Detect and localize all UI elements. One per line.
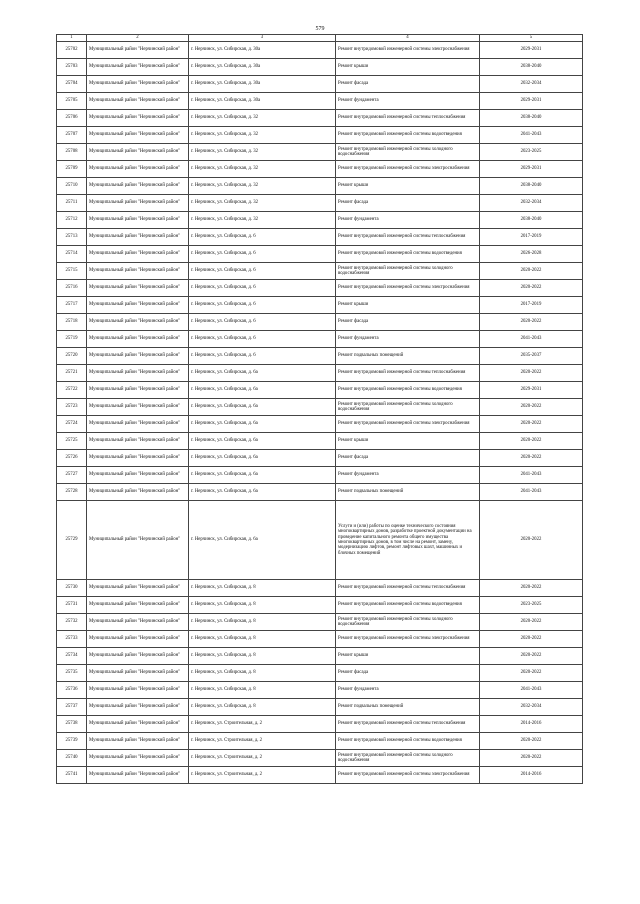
municipality-cell: Муниципальный район "Нерчинский район": [87, 631, 189, 648]
table-row: [57, 501, 583, 580]
table-row: [57, 178, 583, 195]
period-cell: 2020-2022: [480, 580, 583, 597]
row-number-cell: 25711: [57, 195, 87, 212]
address-cell: г. Нерчинск, ул. Сибирская, д. 6: [189, 348, 336, 365]
address-cell: г. Нерчинск, ул. Сибирская, д. 6: [189, 314, 336, 331]
municipality-cell: Муниципальный район "Нерчинский район": [87, 331, 189, 348]
work-type-cell: Ремонт внутридомовой инженерной системы водоотведения: [336, 597, 480, 614]
row-number-cell: 25737: [57, 699, 87, 716]
work-type-cell: Ремонт крыши: [336, 648, 480, 665]
municipality-cell: Муниципальный район "Нерчинский район": [87, 682, 189, 699]
period-cell: 2035-2037: [480, 348, 583, 365]
municipality-cell: Муниципальный район "Нерчинский район": [87, 767, 189, 784]
work-type-cell: Ремонт фундамента: [336, 212, 480, 229]
address-cell: г. Нерчинск, ул. Сибирская, д. 32: [189, 178, 336, 195]
table-row: [57, 382, 583, 399]
address-cell: г. Нерчинск, ул. Сибирская, д. 8: [189, 682, 336, 699]
municipality-cell: Муниципальный район "Нерчинский район": [87, 246, 189, 263]
row-number-cell: 25727: [57, 467, 87, 484]
address-cell: г. Нерчинск, ул. Сибирская, д. 6а: [189, 450, 336, 467]
column-header: 3: [189, 35, 336, 42]
work-type-cell: Ремонт внутридомовой инженерной системы теплоснабжения: [336, 716, 480, 733]
period-cell: 2029-2031: [480, 93, 583, 110]
period-cell: 2020-2022: [480, 365, 583, 382]
table-row: [57, 297, 583, 314]
period-cell: 2014-2016: [480, 716, 583, 733]
municipality-cell: Муниципальный район "Нерчинский район": [87, 161, 189, 178]
row-number-cell: 25712: [57, 212, 87, 229]
municipality-cell: Муниципальный район "Нерчинский район": [87, 467, 189, 484]
page-number: 579: [315, 26, 325, 32]
row-number-cell: 25721: [57, 365, 87, 382]
period-cell: 2020-2022: [480, 648, 583, 665]
municipality-cell: Муниципальный район "Нерчинский район": [87, 501, 189, 580]
address-cell: г. Нерчинск, ул. Сибирская, д. 32: [189, 161, 336, 178]
address-cell: г. Нерчинск, ул. Сибирская, д. 30а: [189, 93, 336, 110]
municipality-cell: Муниципальный район "Нерчинский район": [87, 399, 189, 416]
row-number-cell: 25728: [57, 484, 87, 501]
address-cell: г. Нерчинск, ул. Сибирская, д. 6а: [189, 467, 336, 484]
row-number-cell: 25741: [57, 767, 87, 784]
row-number-cell: 25735: [57, 665, 87, 682]
table-row: [57, 331, 583, 348]
address-cell: г. Нерчинск, ул. Сибирская, д. 8: [189, 699, 336, 716]
work-type-cell: Ремонт внутридомовой инженерной системы теплоснабжения: [336, 580, 480, 597]
period-cell: 2032-2034: [480, 195, 583, 212]
work-type-cell: Ремонт фундамента: [336, 467, 480, 484]
period-cell: 2017-2019: [480, 229, 583, 246]
address-cell: г. Нерчинск, ул. Сибирская, д. 6а: [189, 399, 336, 416]
address-cell: г. Нерчинск, ул. Сибирская, д. 6: [189, 297, 336, 314]
address-cell: г. Нерчинск, ул. Сибирская, д. 32: [189, 127, 336, 144]
row-number-cell: 25740: [57, 750, 87, 767]
period-cell: 2014-2016: [480, 767, 583, 784]
address-cell: г. Нерчинск, ул. Сибирская, д. 6: [189, 246, 336, 263]
table-row: [57, 229, 583, 246]
work-type-cell: Ремонт крыши: [336, 178, 480, 195]
address-cell: г. Нерчинск, ул. Сибирская, д. 32: [189, 195, 336, 212]
work-type-cell: Ремонт внутридомовой инженерной системы теплоснабжения: [336, 229, 480, 246]
work-type-cell: Ремонт внутридомовой инженерной системы водоотведения: [336, 733, 480, 750]
row-number-cell: 25723: [57, 399, 87, 416]
work-type-cell: Ремонт крыши: [336, 433, 480, 450]
address-cell: г. Нерчинск, ул. Сибирская, д. 30а: [189, 76, 336, 93]
address-cell: г. Нерчинск, ул. Сибирская, д. 8: [189, 614, 336, 631]
row-number-cell: 25739: [57, 733, 87, 750]
column-header: 5: [480, 35, 583, 42]
municipality-cell: Муниципальный район "Нерчинский район": [87, 433, 189, 450]
row-number-cell: 25720: [57, 348, 87, 365]
table-row: [57, 161, 583, 178]
municipality-cell: Муниципальный район "Нерчинский район": [87, 348, 189, 365]
period-cell: 2020-2022: [480, 631, 583, 648]
period-cell: 2020-2022: [480, 750, 583, 767]
address-cell: г. Нерчинск, ул. Сибирская, д. 6а: [189, 484, 336, 501]
work-type-cell: Ремонт внутридомовой инженерной системы электроснабжения: [336, 631, 480, 648]
period-cell: 2020-2022: [480, 263, 583, 280]
work-type-cell: Ремонт фасада: [336, 314, 480, 331]
period-cell: 2041-2043: [480, 331, 583, 348]
table-row: [57, 716, 583, 733]
municipality-cell: Муниципальный район "Нерчинский район": [87, 484, 189, 501]
column-header: 1: [57, 35, 87, 42]
row-number-cell: 25724: [57, 416, 87, 433]
work-type-cell: Ремонт внутридомовой инженерной системы водоотведения: [336, 127, 480, 144]
table-row: [57, 263, 583, 280]
row-number-cell: 25731: [57, 597, 87, 614]
municipality-cell: Муниципальный район "Нерчинский район": [87, 597, 189, 614]
table-row: [57, 42, 583, 59]
table-row: [57, 246, 583, 263]
period-cell: 2041-2043: [480, 467, 583, 484]
table-row: [57, 750, 583, 767]
period-cell: 2020-2022: [480, 614, 583, 631]
period-cell: 2029-2031: [480, 161, 583, 178]
address-cell: г. Нерчинск, ул. Сибирская, д. 6а: [189, 382, 336, 399]
address-cell: г. Нерчинск, ул. Сибирская, д. 6: [189, 229, 336, 246]
municipality-cell: Муниципальный район "Нерчинский район": [87, 580, 189, 597]
column-header-row: [57, 35, 583, 42]
table-row: [57, 648, 583, 665]
work-type-cell: Ремонт внутридомовой инженерной системы электроснабжения: [336, 42, 480, 59]
address-cell: г. Нерчинск, ул. Сибирская, д. 32: [189, 110, 336, 127]
address-cell: г. Нерчинск, ул. Сибирская, д. 6: [189, 280, 336, 297]
work-type-cell: Ремонт фасада: [336, 195, 480, 212]
row-number-cell: 25714: [57, 246, 87, 263]
period-cell: 2038-2040: [480, 59, 583, 76]
work-type-cell: Ремонт внутридомовой инженерной системы электроснабжения: [336, 280, 480, 297]
municipality-cell: Муниципальный район "Нерчинский район": [87, 144, 189, 161]
table-row: [57, 484, 583, 501]
row-number-cell: 25734: [57, 648, 87, 665]
work-type-cell: Ремонт подвальных помещений: [336, 484, 480, 501]
address-cell: г. Нерчинск, ул. Сибирская, д. 30а: [189, 42, 336, 59]
address-cell: г. Нерчинск, ул. Сибирская, д. 8: [189, 580, 336, 597]
row-number-cell: 25706: [57, 110, 87, 127]
period-cell: 2020-2022: [480, 450, 583, 467]
work-type-cell: Ремонт внутридомовой инженерной системы водоотведения: [336, 246, 480, 263]
table-row: [57, 597, 583, 614]
work-type-cell: Ремонт внутридомовой инженерной системы водоотведения: [336, 382, 480, 399]
municipality-cell: Муниципальный район "Нерчинский район": [87, 297, 189, 314]
address-cell: г. Нерчинск, ул. Сибирская, д. 6а: [189, 433, 336, 450]
work-type-cell: Ремонт внутридомовой инженерной системы холодного водоснабжения: [336, 614, 480, 631]
period-cell: 2041-2043: [480, 484, 583, 501]
address-cell: г. Нерчинск, ул. Строительная, д. 2: [189, 750, 336, 767]
municipality-cell: Муниципальный район "Нерчинский район": [87, 195, 189, 212]
work-type-cell: Ремонт подвальных помещений: [336, 348, 480, 365]
work-type-cell: Ремонт внутридомовой инженерной системы электроснабжения: [336, 416, 480, 433]
row-number-cell: 25708: [57, 144, 87, 161]
municipality-cell: Муниципальный район "Нерчинский район": [87, 648, 189, 665]
address-cell: г. Нерчинск, ул. Сибирская, д. 30а: [189, 59, 336, 76]
table-row: [57, 399, 583, 416]
period-cell: 2020-2022: [480, 733, 583, 750]
row-number-cell: 25707: [57, 127, 87, 144]
period-cell: 2038-2040: [480, 212, 583, 229]
table-row: [57, 59, 583, 76]
row-number-cell: 25722: [57, 382, 87, 399]
address-cell: г. Нерчинск, ул. Строительная, д. 2: [189, 733, 336, 750]
table-row: [57, 580, 583, 597]
work-type-cell: Ремонт внутридомовой инженерной системы теплоснабжения: [336, 110, 480, 127]
municipality-cell: Муниципальный район "Нерчинский район": [87, 229, 189, 246]
period-cell: 2023-2025: [480, 144, 583, 161]
work-type-cell: Ремонт подвальных помещений: [336, 699, 480, 716]
period-cell: 2032-2034: [480, 76, 583, 93]
work-type-cell: Ремонт фундамента: [336, 93, 480, 110]
table-row: [57, 76, 583, 93]
period-cell: 2017-2019: [480, 297, 583, 314]
period-cell: 2020-2022: [480, 501, 583, 580]
period-cell: 2020-2022: [480, 314, 583, 331]
column-header: 4: [336, 35, 480, 42]
work-type-cell: Ремонт внутридомовой инженерной системы теплоснабжения: [336, 365, 480, 382]
municipality-cell: Муниципальный район "Нерчинский район": [87, 178, 189, 195]
period-cell: 2020-2022: [480, 399, 583, 416]
row-number-cell: 25718: [57, 314, 87, 331]
address-cell: г. Нерчинск, ул. Сибирская, д. 8: [189, 665, 336, 682]
period-cell: 2020-2022: [480, 433, 583, 450]
table-row: [57, 631, 583, 648]
address-cell: г. Нерчинск, ул. Сибирская, д. 32: [189, 144, 336, 161]
row-number-cell: 25736: [57, 682, 87, 699]
table-row: [57, 665, 583, 682]
table-row: [57, 733, 583, 750]
municipality-cell: Муниципальный район "Нерчинский район": [87, 750, 189, 767]
period-cell: 2020-2022: [480, 280, 583, 297]
work-type-cell: Ремонт крыши: [336, 59, 480, 76]
period-cell: 2029-2031: [480, 42, 583, 59]
table-row: [57, 433, 583, 450]
municipality-cell: Муниципальный район "Нерчинский район": [87, 699, 189, 716]
table-row: [57, 127, 583, 144]
address-cell: г. Нерчинск, ул. Сибирская, д. 32: [189, 212, 336, 229]
period-cell: 2038-2040: [480, 110, 583, 127]
work-type-cell: Ремонт внутридомовой инженерной системы холодного водоснабжения: [336, 399, 480, 416]
municipality-cell: Муниципальный район "Нерчинский район": [87, 280, 189, 297]
table-body: [57, 42, 583, 784]
table-row: [57, 212, 583, 229]
table-row: [57, 365, 583, 382]
municipality-cell: Муниципальный район "Нерчинский район": [87, 382, 189, 399]
row-number-cell: 25703: [57, 59, 87, 76]
municipality-cell: Муниципальный район "Нерчинский район": [87, 314, 189, 331]
row-number-cell: 25726: [57, 450, 87, 467]
work-type-cell: Ремонт фундамента: [336, 682, 480, 699]
address-cell: г. Нерчинск, ул. Сибирская, д. 8: [189, 648, 336, 665]
column-header: 2: [87, 35, 189, 42]
municipality-cell: Муниципальный район "Нерчинский район": [87, 212, 189, 229]
address-cell: г. Нерчинск, ул. Сибирская, д. 6: [189, 263, 336, 280]
municipality-cell: Муниципальный район "Нерчинский район": [87, 76, 189, 93]
work-type-cell: Ремонт крыши: [336, 297, 480, 314]
address-cell: г. Нерчинск, ул. Сибирская, д. 6а: [189, 501, 336, 580]
table-row: [57, 314, 583, 331]
table-row: [57, 416, 583, 433]
work-type-cell: Ремонт внутридомовой инженерной системы холодного водоснабжения: [336, 144, 480, 161]
period-cell: 2032-2034: [480, 699, 583, 716]
table-row: [57, 93, 583, 110]
municipality-cell: Муниципальный район "Нерчинский район": [87, 93, 189, 110]
municipality-cell: Муниципальный район "Нерчинский район": [87, 450, 189, 467]
table-row: [57, 682, 583, 699]
address-cell: г. Нерчинск, ул. Строительная, д. 2: [189, 716, 336, 733]
work-type-cell: Ремонт фасада: [336, 76, 480, 93]
row-number-cell: 25710: [57, 178, 87, 195]
work-type-cell: Ремонт внутридомовой инженерной системы электроснабжения: [336, 767, 480, 784]
capital-repair-table: [56, 34, 583, 784]
municipality-cell: Муниципальный район "Нерчинский район": [87, 263, 189, 280]
row-number-cell: 25704: [57, 76, 87, 93]
municipality-cell: Муниципальный район "Нерчинский район": [87, 110, 189, 127]
period-cell: 2041-2043: [480, 682, 583, 699]
table-row: [57, 699, 583, 716]
row-number-cell: 25730: [57, 580, 87, 597]
period-cell: 2020-2022: [480, 665, 583, 682]
municipality-cell: Муниципальный район "Нерчинский район": [87, 416, 189, 433]
table-row: [57, 614, 583, 631]
period-cell: 2023-2025: [480, 597, 583, 614]
row-number-cell: 25705: [57, 93, 87, 110]
row-number-cell: 25719: [57, 331, 87, 348]
table-row: [57, 467, 583, 484]
work-type-cell: Ремонт фасада: [336, 665, 480, 682]
address-cell: г. Нерчинск, ул. Строительная, д. 2: [189, 767, 336, 784]
table-row: [57, 450, 583, 467]
municipality-cell: Муниципальный район "Нерчинский район": [87, 665, 189, 682]
row-number-cell: 25709: [57, 161, 87, 178]
table-row: [57, 280, 583, 297]
row-number-cell: 25713: [57, 229, 87, 246]
period-cell: 2020-2022: [480, 416, 583, 433]
work-type-cell: Услуги и (или) работы по оценке технического состояния многоквартирных домов, разработке проектной документации на проведение капитального ремонта общего имущества многоквартирных домов, в том числе на ремонт, замену, модернизацию лифтов, ремонт лифтовых шахт, машинных и блочных помещений: [336, 501, 480, 580]
municipality-cell: Муниципальный район "Нерчинский район": [87, 42, 189, 59]
row-number-cell: 25716: [57, 280, 87, 297]
table-row: [57, 195, 583, 212]
work-type-cell: Ремонт внутридомовой инженерной системы электроснабжения: [336, 161, 480, 178]
row-number-cell: 25738: [57, 716, 87, 733]
work-type-cell: Ремонт фундамента: [336, 331, 480, 348]
row-number-cell: 25732: [57, 614, 87, 631]
row-number-cell: 25729: [57, 501, 87, 580]
work-type-cell: Ремонт внутридомовой инженерной системы холодного водоснабжения: [336, 750, 480, 767]
period-cell: 2041-2043: [480, 127, 583, 144]
address-cell: г. Нерчинск, ул. Сибирская, д. 8: [189, 597, 336, 614]
table-row: [57, 767, 583, 784]
address-cell: г. Нерчинск, ул. Сибирская, д. 6: [189, 331, 336, 348]
municipality-cell: Муниципальный район "Нерчинский район": [87, 365, 189, 382]
table-row: [57, 110, 583, 127]
address-cell: г. Нерчинск, ул. Сибирская, д. 6а: [189, 365, 336, 382]
table-row: [57, 348, 583, 365]
row-number-cell: 25733: [57, 631, 87, 648]
address-cell: г. Нерчинск, ул. Сибирская, д. 8: [189, 631, 336, 648]
address-cell: г. Нерчинск, ул. Сибирская, д. 6а: [189, 416, 336, 433]
municipality-cell: Муниципальный район "Нерчинский район": [87, 127, 189, 144]
row-number-cell: 25715: [57, 263, 87, 280]
work-type-cell: Ремонт внутридомовой инженерной системы холодного водоснабжения: [336, 263, 480, 280]
municipality-cell: Муниципальный район "Нерчинский район": [87, 716, 189, 733]
row-number-cell: 25717: [57, 297, 87, 314]
row-number-cell: 25702: [57, 42, 87, 59]
period-cell: 2026-2028: [480, 246, 583, 263]
period-cell: 2038-2040: [480, 178, 583, 195]
municipality-cell: Муниципальный район "Нерчинский район": [87, 59, 189, 76]
work-type-cell: Ремонт фасада: [336, 450, 480, 467]
row-number-cell: 25725: [57, 433, 87, 450]
municipality-cell: Муниципальный район "Нерчинский район": [87, 733, 189, 750]
municipality-cell: Муниципальный район "Нерчинский район": [87, 614, 189, 631]
table-row: [57, 144, 583, 161]
period-cell: 2029-2031: [480, 382, 583, 399]
